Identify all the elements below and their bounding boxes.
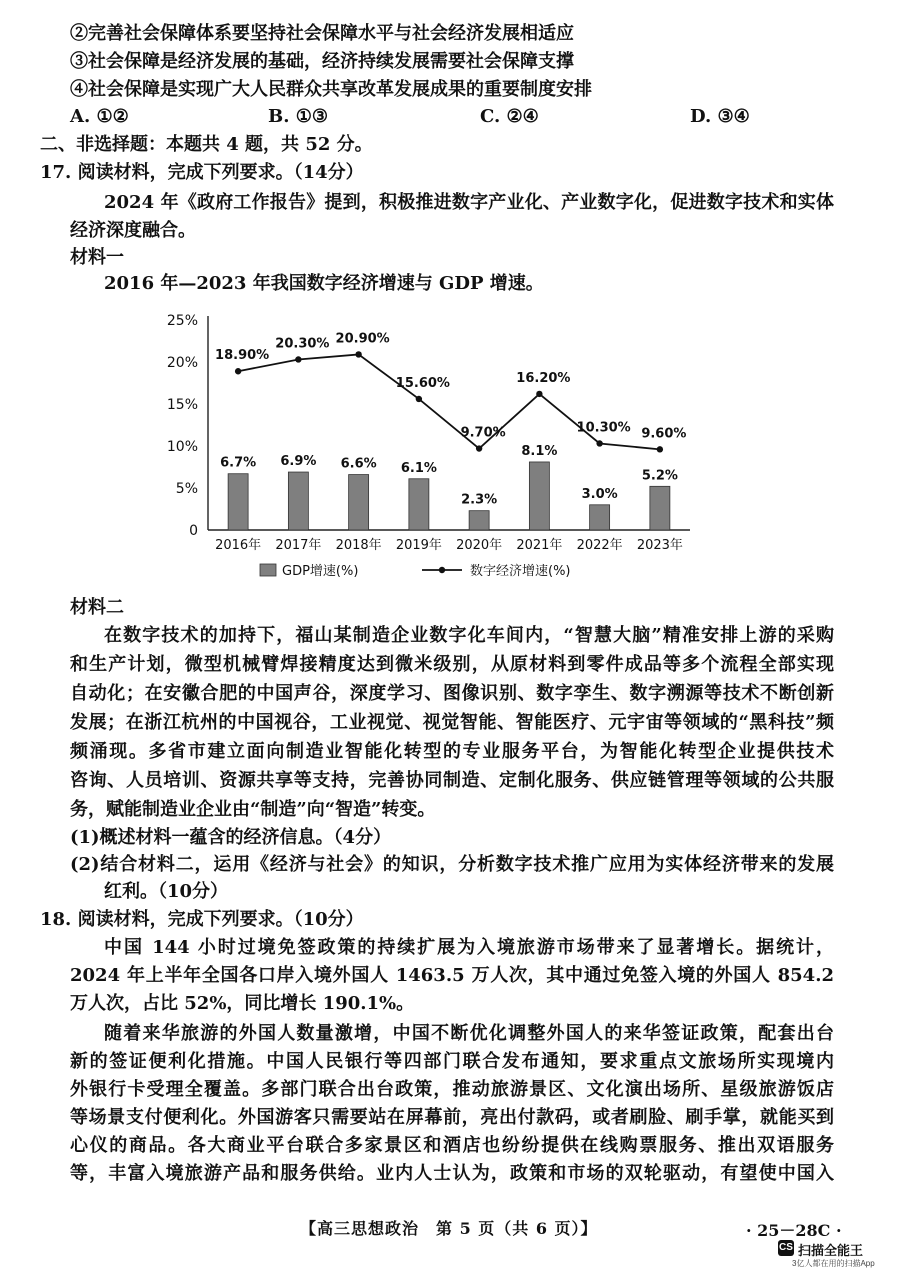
m2-line: 务，赋能制造业企业由“制造”向“智造”转变。 (70, 799, 436, 820)
y-tick-label: 5% (175, 481, 198, 497)
y-tick-label: 25% (166, 313, 198, 329)
digital-economy-label: 10.30% (576, 420, 631, 436)
digital-economy-label: 18.90% (215, 348, 270, 364)
m2-line: 频涌现。多省市建立面向制造业智能化转型的专业服务平台，为智能化转型企业提供技术 (70, 741, 834, 762)
m2-line: 发展；在浙江杭州的中国视谷，工业视觉、视觉智能、智能医疗、元宇宙等领域的“黑科技”频 (70, 712, 834, 733)
legend-bar-swatch (260, 564, 276, 576)
option-2: ②完善社会保障体系要坚持社会保障水平与社会经济发展相适应 (70, 23, 574, 44)
gdp-bar (288, 472, 308, 530)
q18-p2-line: 等场景支付便利化。外国游客只需要站在屏幕前，亮出付款码，或者刷脸、刷手掌，就能买到 (70, 1107, 834, 1128)
q18-p2-line: 外银行卡受理全覆盖。多部门联合出台政策，推动旅游景区、文化演出场所、星级旅游饭店 (70, 1079, 834, 1100)
option-3: ③社会保障是经济发展的基础，经济持续发展需要社会保障支撑 (70, 51, 574, 72)
digital-economy-point (536, 391, 542, 397)
m2-line: 咨询、人员培训、资源共享等支持，完善协同制造、定制化服务、供应链管理等领域的公共服 (70, 770, 834, 791)
x-tick-label: 2020年 (456, 538, 503, 553)
q18-p2-line: 等，丰富入境旅游产品和服务供给。业内人士认为，政策和市场的双轮驱动，有望使中国入 (70, 1163, 834, 1184)
digital-economy-point (476, 445, 482, 451)
digital-economy-label: 20.30% (275, 336, 330, 352)
gdp-bar (349, 475, 369, 530)
q17-sub2: (2)结合材料二，运用《经济与社会》的知识，分析数字技术推广应用为实体经济带来的发展 (70, 854, 834, 875)
digital-economy-point (295, 356, 301, 362)
digital-economy-label: 20.90% (335, 331, 390, 347)
gdp-bar-label: 3.0% (581, 486, 618, 502)
gdp-bar (650, 486, 670, 530)
x-tick-label: 2017年 (275, 538, 322, 553)
x-tick-label: 2022年 (576, 538, 623, 553)
y-tick-label: 10% (166, 439, 198, 455)
legend-digital-label: 数字经济增速(%) (470, 564, 571, 579)
gdp-bar (228, 474, 248, 530)
answer-b: B. ①③ (268, 106, 329, 127)
gdp-bar-label: 6.6% (340, 456, 377, 472)
m2-line: 和生产计划，微型机械臂焊接精度达到微米级别，从原材料到零件成品等多个流程全部实现 (70, 654, 834, 675)
digital-economy-label: 9.70% (460, 425, 506, 441)
gdp-bar-label: 2.3% (461, 492, 498, 508)
gdp-bar (469, 511, 489, 530)
material-1-label: 材料一 (70, 247, 124, 268)
gdp-bar (590, 505, 610, 530)
digital-economy-label: 9.60% (641, 426, 687, 442)
q18-p1-line: 万人次，占比 52%，同比增长 190.1%。 (70, 993, 415, 1014)
m2-line: 在数字技术的加持下，福山某制造企业数字化车间内，“智慧大脑”精准安排上游的采购 (104, 625, 834, 646)
chart-caption: 2016 年—2023 年我国数字经济增速与 GDP 增速。 (104, 273, 544, 294)
gdp-bar-label: 6.9% (280, 454, 317, 470)
x-tick-label: 2021年 (516, 538, 563, 553)
q17-sub1: (1)概述材料一蕴含的经济信息。（4分） (70, 827, 392, 848)
digital-economy-point (657, 446, 663, 452)
scanner-logo-icon: CS (778, 1240, 794, 1256)
q18-title: 18. 阅读材料，完成下列要求。（10分） (40, 909, 364, 930)
q17-title: 17. 阅读材料，完成下列要求。（14分） (40, 162, 364, 183)
growth-chart (150, 300, 710, 600)
digital-economy-point (596, 440, 602, 446)
page-code: · 25－28C · (746, 1221, 842, 1240)
q17-intro-line: 经济深度融合。 (70, 220, 196, 241)
gdp-bar-label: 8.1% (521, 443, 558, 459)
y-tick-label: 15% (166, 397, 198, 413)
scanner-subtitle: 3亿人都在用的扫描App (792, 1259, 875, 1268)
digital-economy-label: 16.20% (516, 370, 571, 386)
material-2-label: 材料二 (70, 597, 124, 618)
answer-d: D. ③④ (690, 106, 750, 127)
q18-p2-line: 随着来华旅游的外国人数量激增，中国不断优化调整外国人的来华签证政策，配套出台 (104, 1023, 834, 1044)
option-4: ④社会保障是实现广大人民群众共享改革发展成果的重要制度安排 (70, 79, 592, 100)
y-tick-label: 20% (166, 355, 198, 371)
y-tick-label: 0 (189, 523, 198, 539)
scanner-watermark (778, 1238, 896, 1268)
answer-a: A. ①② (70, 106, 129, 127)
q17-intro-line: 2024 年《政府工作报告》提到，积极推进数字产业化、产业数字化，促进数字技术和实体 (104, 192, 834, 213)
gdp-bar-label: 5.2% (641, 468, 678, 484)
q18-p2-line: 新的签证便利化措施。中国人民银行等四部门联合发布通知，要求重点文旅场所实现境内 (70, 1051, 834, 1072)
legend-gdp-label: GDP增速(%) (282, 564, 359, 579)
m2-line: 自动化；在安徽合肥的中国声谷，深度学习、图像识别、数字孪生、数字溯源等技术不断创新 (70, 683, 834, 704)
x-tick-label: 2016年 (215, 538, 262, 553)
gdp-bar-label: 6.1% (400, 460, 437, 476)
gdp-bar-label: 6.7% (220, 455, 257, 471)
section-heading: 二、非选择题：本题共 4 题，共 52 分。 (40, 134, 373, 155)
q17-sub2-cont: 红利。（10分） (104, 881, 229, 902)
page-footer: 【高三思想政治 第 5 页（共 6 页）】 (300, 1219, 598, 1238)
q18-p2-line: 心仪的商品。各大商业平台联合多家景区和酒店也纷纷提供在线购票服务、推出双语服务 (70, 1135, 834, 1156)
q18-p1-line: 中国 144 小时过境免签政策的持续扩展为入境旅游市场带来了显著增长。据统计， (104, 937, 834, 958)
legend-line-marker (439, 567, 445, 573)
gdp-bar (529, 462, 549, 530)
x-tick-label: 2019年 (395, 538, 442, 553)
gdp-bar (409, 479, 429, 530)
digital-economy-label: 15.60% (395, 375, 450, 391)
x-tick-label: 2018年 (335, 538, 382, 553)
scanner-title: 扫描全能王 (798, 1243, 864, 1258)
answer-c: C. ②④ (480, 106, 539, 127)
digital-economy-point (235, 368, 241, 374)
digital-economy-point (416, 396, 422, 402)
digital-economy-point (355, 351, 361, 357)
q18-p1-line: 2024 年上半年全国各口岸入境外国人 1463.5 万人次，其中通过免签入境的外国人 854.2 (70, 965, 834, 986)
x-tick-label: 2023年 (636, 538, 683, 553)
